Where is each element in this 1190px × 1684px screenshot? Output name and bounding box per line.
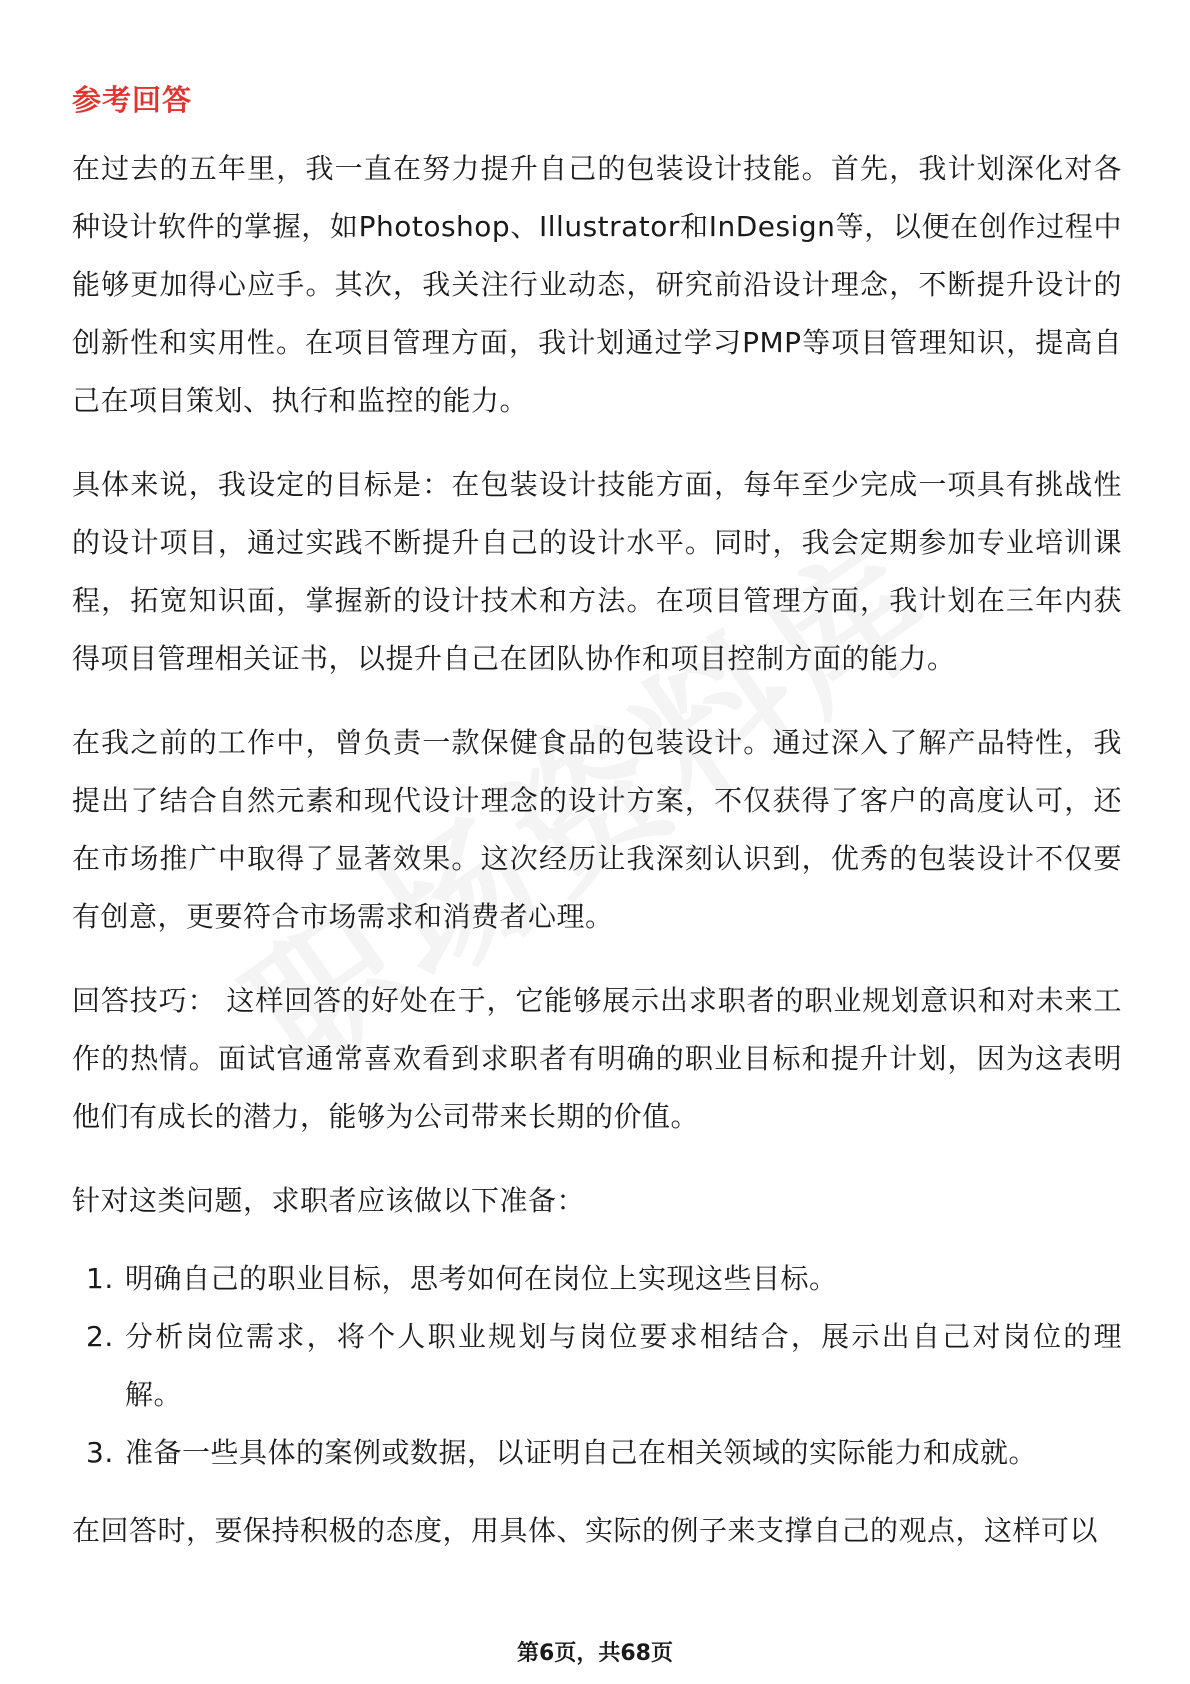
paragraph-closing: 在回答时，要保持积极的态度，用具体、实际的例子来支撑自己的观点，这样可以 [72,1514,1099,1547]
paragraph-answer-tips: 回答技巧： 这样回答的好处在于，它能够展示出求职者的职业规划意识和对未来工作的热情。面试官通常喜欢看到求职者有明确的职业目标和提升计划，因为这表明他们有成长的潜力，能够为公司带来长期的价值。 [72,984,1122,1133]
paragraph-goals: 具体来说，我设定的目标是：在包装设计技能方面，每年至少完成一项具有挑战性的设计项目，通过实践不断提升自己的设计水平。同时，我会定期参加专业培训课程，拓宽知识面，掌握新的设计技术和方法。在项目管理方面，我计划在三年内获得项目管理相关证书，以提升自己在团队协作和项目控制方面的能力。 [72,468,1122,675]
prep-list-item [72,1308,1122,1424]
list-number: 2. [86,1320,114,1353]
document-page [72,78,1122,1586]
prep-list-item [72,1250,1122,1308]
prep-list-item [72,1424,1122,1482]
list-item-text: 明确自己的职业目标，思考如何在岗位上实现这些目标。 [125,1262,838,1295]
list-item-text: 分析岗位需求，将个人职业规划与岗位要求相结合，展示出自己对岗位的理解。 [125,1320,1122,1411]
list-number: 3. [86,1436,114,1469]
prep-intro: 针对这类问题，求职者应该做以下准备： [72,1184,586,1217]
section-title: 参考回答 [72,83,193,117]
paragraph-experience: 在我之前的工作中，曾负责一款保健食品的包装设计。通过深入了解产品特性，我提出了结合自然元素和现代设计理念的设计方案，不仅获得了客户的高度认可，还在市场推广中取得了显著效果。这次经历让我深刻认识到，优秀的包装设计不仅要有创意，更要符合市场需求和消费者心理。 [72,726,1122,933]
paragraph-skills: 在过去的五年里，我一直在努力提升自己的包装设计技能。首先，我计划深化对各种设计软件的掌握，如Photoshop、Illustrator和InDesign等，以便在创作过程中能够更加得心应手。其次，我关注行业动态，研究前沿设计理念，不断提升设计的创新性和实用性。在项目管理方面，我计划通过学习PMP等项目管理知识，提高自己在项目策划、执行和监控的能力。 [72,152,1122,417]
prep-list [72,1250,1122,1482]
list-item-text: 准备一些具体的案例或数据，以证明自己在相关领域的实际能力和成就。 [125,1436,1038,1469]
list-number: 1. [86,1262,114,1295]
page-number: 第6页，共68页 [517,1641,673,1666]
